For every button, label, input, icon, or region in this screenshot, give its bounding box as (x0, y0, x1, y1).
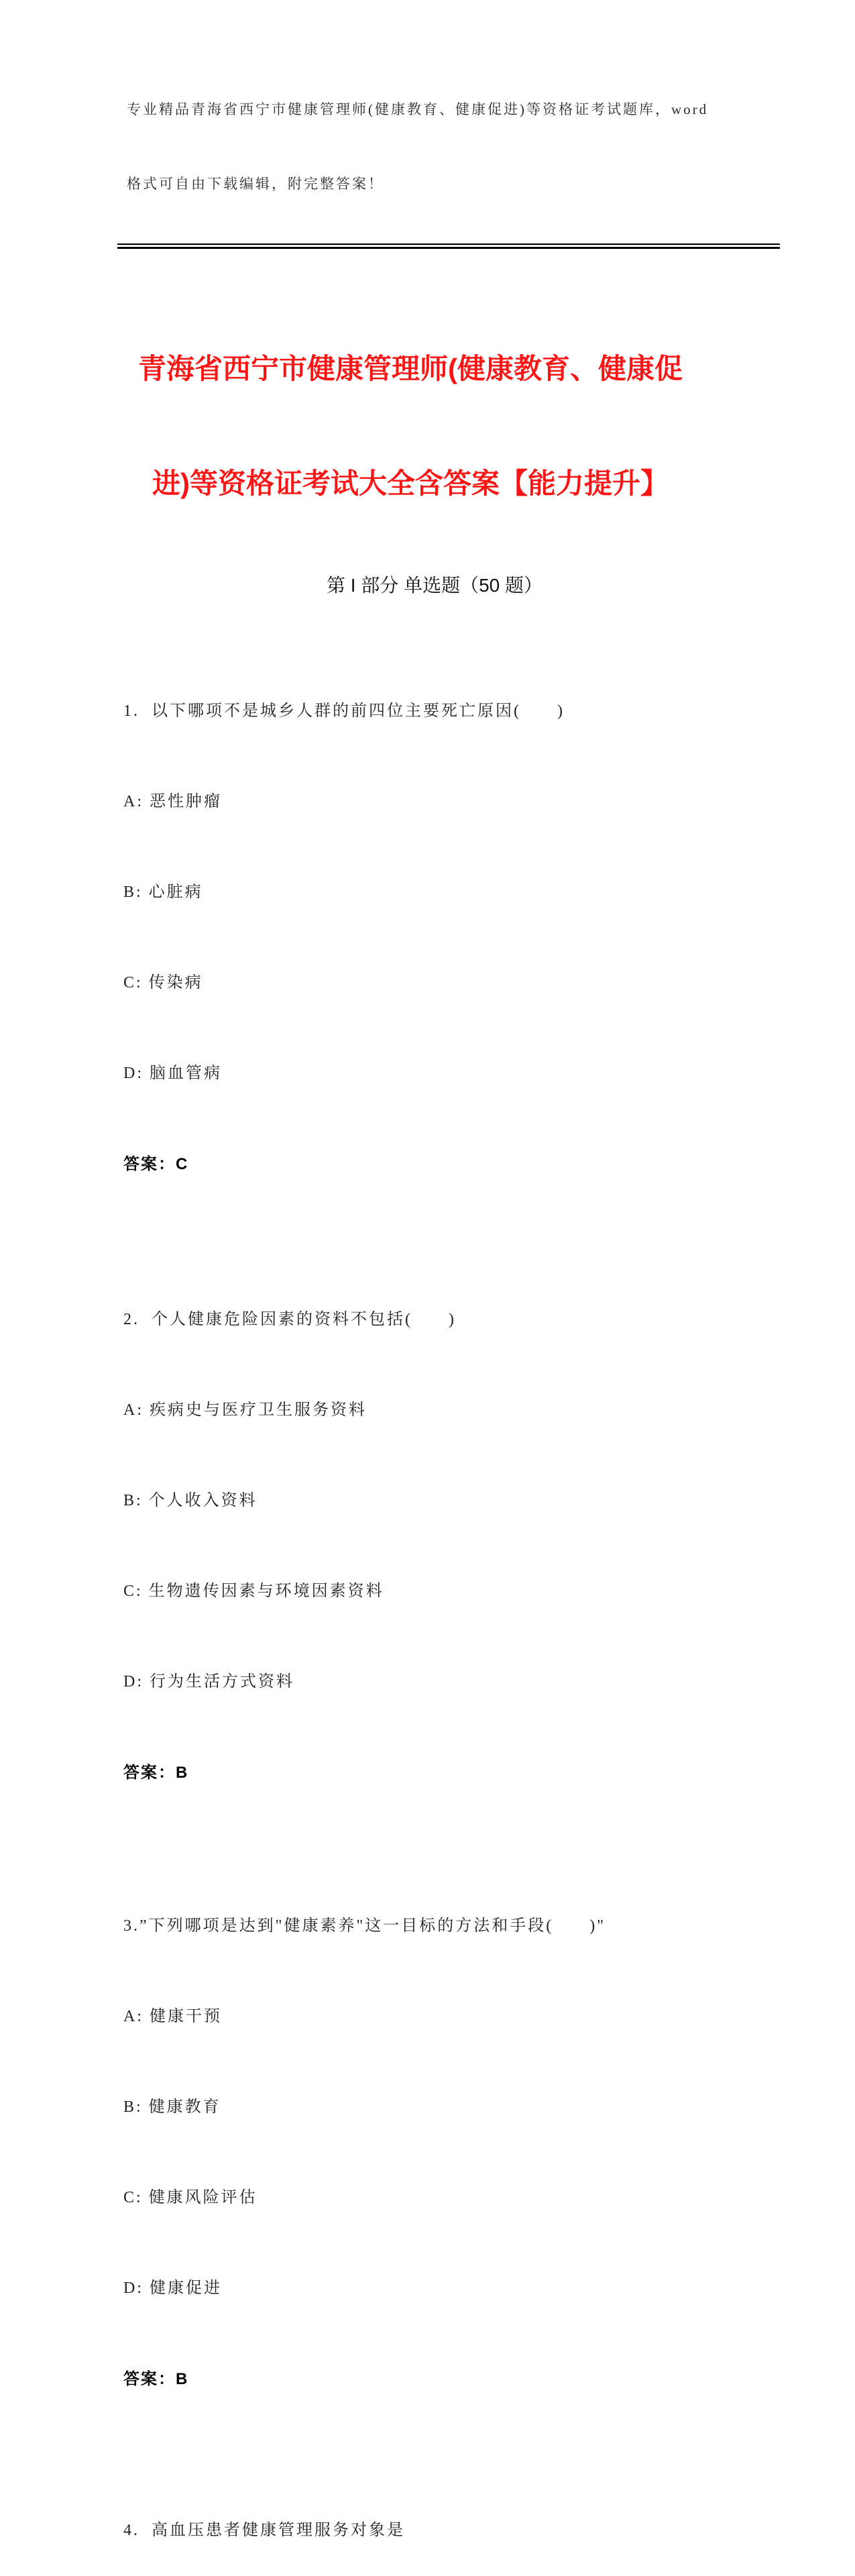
option-d: D: 行为生活方式资料 (123, 1673, 294, 1690)
question-prompt: 2. 个人健康危险因素的资料不包括( ) (123, 1311, 456, 1328)
header-note (127, 48, 775, 221)
answer-line: 答案：C (123, 1155, 189, 1173)
question-prompt: 1. 以下哪项不是城乡人群的前四位主要死亡原因( ) (123, 702, 565, 720)
answer-line: 答案：B (123, 2370, 189, 2388)
option-b: B: 个人收入资料 (123, 1492, 258, 1509)
header-note-line: 专业精品青海省西宁市健康管理师(健康教育、健康促进)等资格证考试题库，word (127, 101, 709, 117)
question-block-2 (123, 1244, 788, 1818)
option-c: C: 传染病 (123, 974, 203, 991)
option-d: D: 健康促进 (123, 2279, 222, 2297)
title-line: 进)等资格证考试大全含答案【能力提升】 (152, 468, 669, 499)
answer-line: 答案：B (123, 1764, 189, 1782)
option-d: D: 脑血管病 (123, 1065, 222, 1082)
option-c: C: 健康风险评估 (123, 2189, 258, 2206)
option-a: A: 疾病史与医疗卫生服务资料 (123, 1401, 367, 1419)
header-note-line: 格式可自由下载编辑，附完整答案！ (127, 176, 384, 192)
question-block-3 (123, 1851, 788, 2424)
question-block-1 (123, 636, 788, 1210)
option-b: B: 健康教育 (123, 2098, 221, 2116)
question-prompt: 4. 高血压患者健康管理服务对象是 (123, 2522, 405, 2539)
option-b: B: 心脏病 (123, 883, 203, 901)
option-c: C: 生物遗传因素与环境因素资料 (123, 1582, 384, 1600)
section-heading: 第 I 部分 单选题（50 题） (326, 575, 543, 596)
option-a: A: 健康干预 (123, 2008, 222, 2025)
document-title (117, 273, 703, 541)
header-divider (117, 244, 780, 249)
title-line: 青海省西宁市健康管理师(健康教育、健康促 (138, 353, 683, 384)
option-a: A: 恶性肿瘤 (123, 793, 222, 810)
question-prompt: 3.”下列哪项是达到"健康素养"这一目标的方法和手段( )" (123, 1917, 606, 1935)
question-block-4 (123, 2455, 788, 2576)
